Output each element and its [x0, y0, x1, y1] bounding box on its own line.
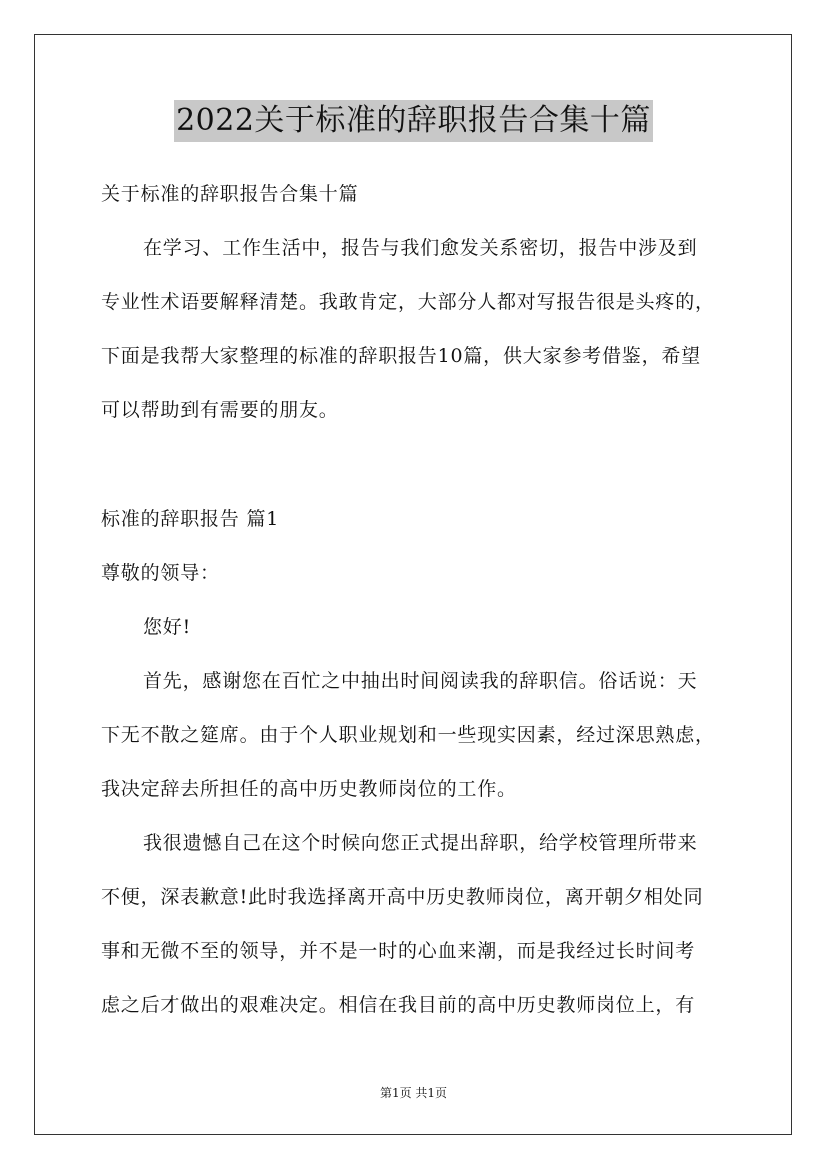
section-heading: 标准的辞职报告 篇1 [101, 508, 280, 530]
paragraph-line: 专业性术语要解释清楚。我敢肯定，大部分人都对写报告很是头疼的， [101, 291, 715, 313]
paragraph-line: 在学习、工作生活中，报告与我们愈发关系密切，报告中涉及到 [143, 237, 698, 259]
paragraph-line: 下面是我帮大家整理的标准的辞职报告10篇，供大家参考借鉴，希望 [101, 345, 701, 367]
paragraph-line: 首先，感谢您在百忙之中抽出时间阅读我的辞职信。俗话说：天 [143, 670, 698, 692]
paragraph-line: 不便，深表歉意!此时我选择离开高中历史教师岗位，离开朝夕相处同 [101, 886, 704, 908]
paragraph-line: 事和无微不至的领导，并不是一时的心血来潮，而是我经过长时间考 [101, 940, 696, 962]
paragraph-line: 虑之后才做出的艰难决定。相信在我目前的高中历史教师岗位上，有 [101, 994, 696, 1016]
document-title: 2022关于标准的辞职报告合集十篇 [174, 100, 653, 142]
paragraph-line: 可以帮助到有需要的朋友。 [101, 399, 339, 421]
title-wrap [0, 100, 827, 142]
paragraph-line: 下无不散之筵席。由于个人职业规划和一些现实因素，经过深思熟虑， [101, 724, 715, 746]
salutation: 尊敬的领导： [101, 562, 220, 584]
greeting: 您好! [143, 616, 192, 638]
page-footer: 第1页 共1页 [379, 1086, 448, 1100]
paragraph-line: 我很遗憾自己在这个时候向您正式提出辞职，给学校管理所带来 [143, 832, 698, 854]
subtitle-line: 关于标准的辞职报告合集十篇 [101, 183, 359, 205]
paragraph-line: 我决定辞去所担任的高中历史教师岗位的工作。 [101, 778, 517, 800]
